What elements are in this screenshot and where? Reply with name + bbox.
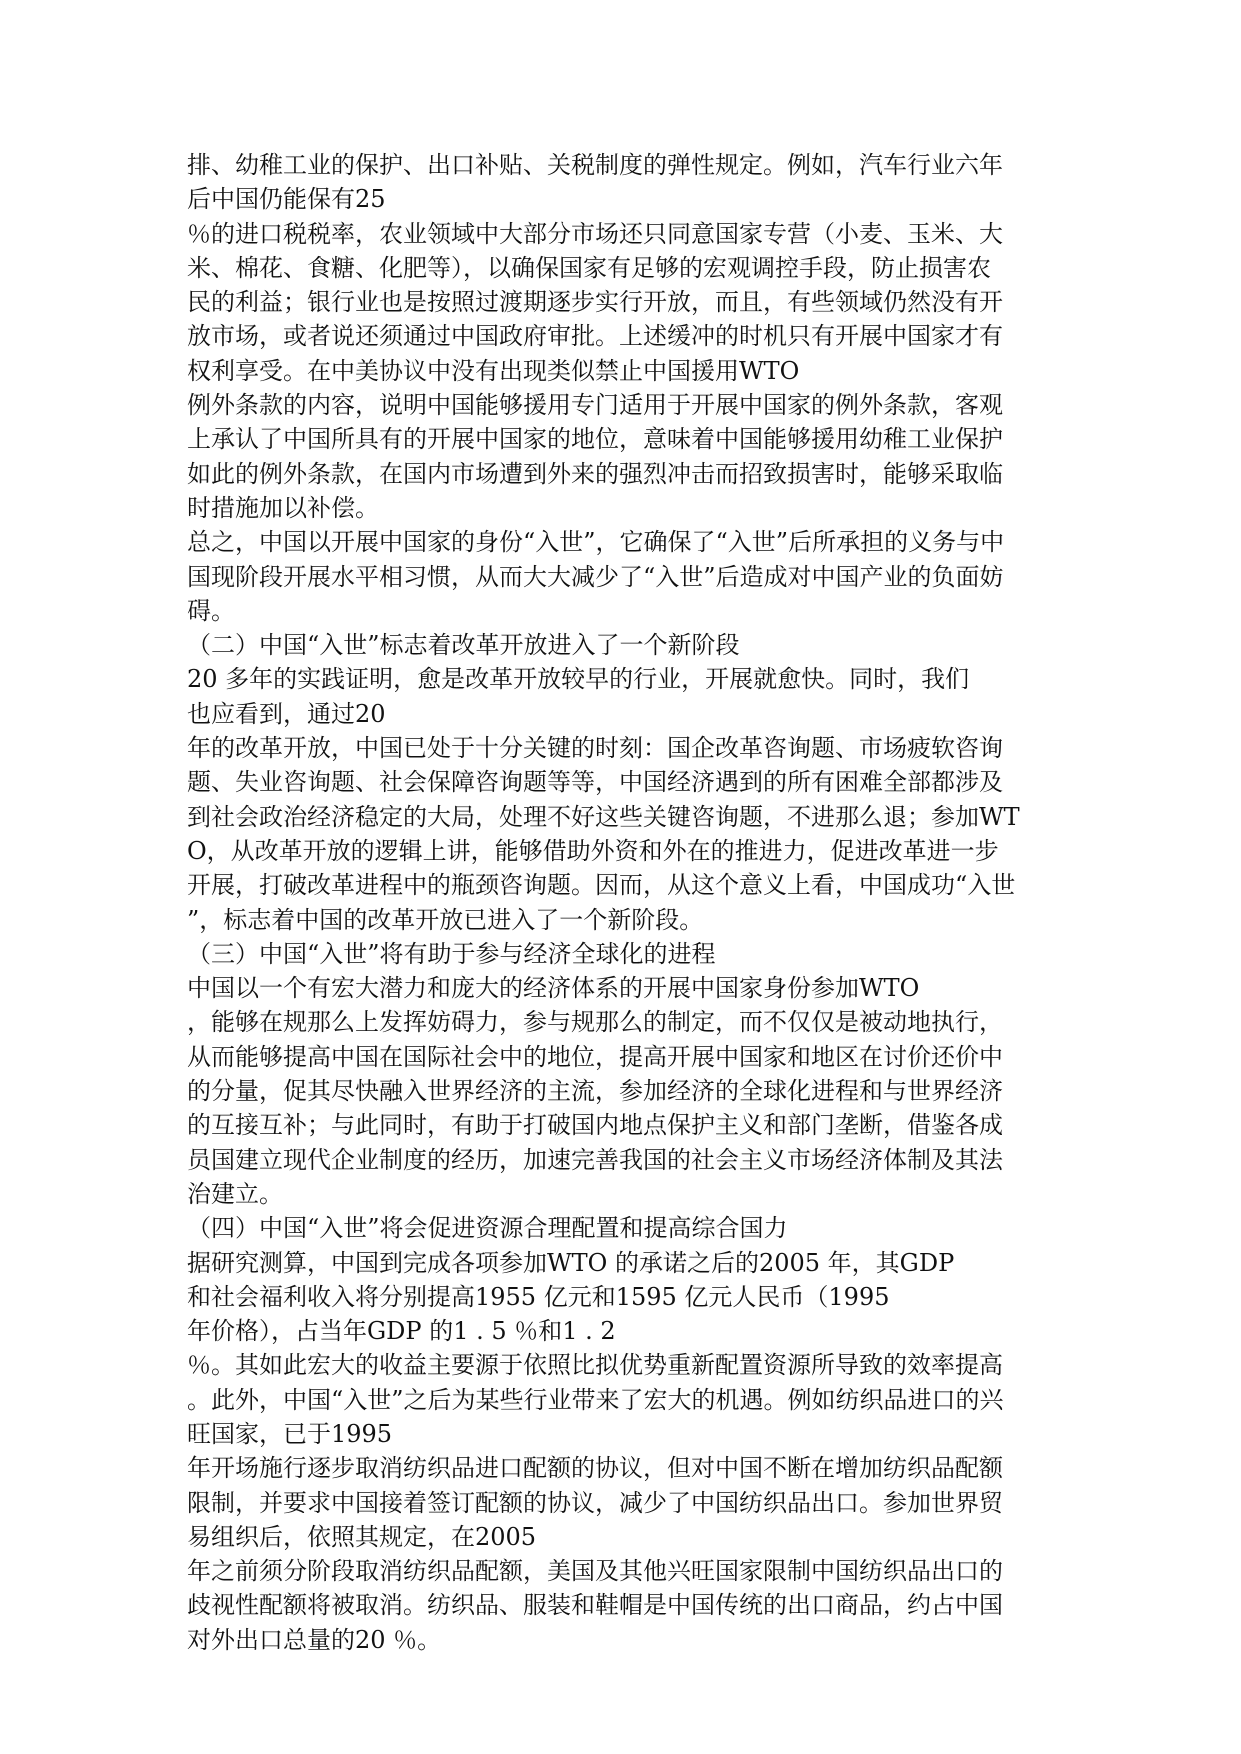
text-line: ，能够在规那么上发挥妨碍力，参与规那么的制定，而不仅仅是被动地执行， (187, 1008, 1003, 1037)
text-line: 总之，中国以开展中国家的身份“入世”，它确保了“入世”后所承担的义务与中 (187, 528, 1005, 557)
text-line: 年价格），占当年GDP 的1 . 5 ％和1 . 2 (187, 1317, 616, 1346)
text-line: O，从改革开放的逻辑上讲，能够借助外资和外在的推进力，促进改革进一步 (187, 836, 999, 865)
text-line: 和社会福利收入将分别提高1955 亿元和1595 亿元人民币（1995 (187, 1282, 890, 1311)
text-line: 易组织后，依照其规定，在2005 (187, 1522, 537, 1551)
text-line: 年的改革开放，中国已处于十分关键的时刻：国企改革咨询题、市场疲软咨询 (187, 734, 1003, 763)
text-line: 员国建立现代企业制度的经历，加速完善我国的社会主义市场经济体制及其法 (187, 1145, 1003, 1174)
text-line: 歧视性配额将被取消。纺织品、服装和鞋帽是中国传统的出口商品，约占中国 (187, 1591, 1003, 1620)
text-line: 对外出口总量的20 ％。 (187, 1625, 442, 1654)
text-line: 到社会政治经济稳定的大局，处理不好这些关键咨询题，不进那么退；参加WT (187, 802, 1020, 831)
text-line: ％的进口税税率，农业领域中大部分市场还只同意国家专营（小麦、玉米、大 (187, 219, 1003, 248)
text-line: 旺国家，已于1995 (187, 1419, 393, 1448)
text-line: 权利享受。在中美协议中没有出现类似禁止中国援用WTO (187, 356, 800, 385)
section-heading: （四）中国“入世”将会促进资源合理配置和提高综合国力 (187, 1214, 788, 1243)
text-line: 题、失业咨询题、社会保障咨询题等等，中国经济遇到的所有困难全部都涉及 (187, 768, 1003, 797)
text-line: 治建立。 (187, 1179, 283, 1208)
text-line: ”，标志着中国的改革开放已进入了一个新阶段。 (187, 905, 704, 934)
text-line: 排、幼稚工业的保护、出口补贴、关税制度的弹性规定。例如，汽车行业六年 (187, 151, 1003, 179)
document-page (187, 148, 1067, 1657)
text-line: 中国以一个有宏大潜力和庞大的经济体系的开展中国家身份参加WTO (187, 974, 920, 1003)
text-line: 的互接互补；与此同时，有助于打破国内地点保护主义和部门垄断，借鉴各成 (187, 1111, 1003, 1140)
text-line: 民的利益；银行业也是按照过渡期逐步实行开放，而且，有些领域仍然没有开 (187, 288, 1003, 317)
text-line: 据研究测算，中国到完成各项参加WTO 的承诺之后的2005 年，其GDP (187, 1248, 955, 1277)
text-line: 上承认了中国所具有的开展中国家的地位，意味着中国能够援用幼稚工业保护 (187, 425, 1003, 454)
text-line: 也应看到，通过20 (187, 699, 386, 728)
text-line: 年之前须分阶段取消纺织品配额，美国及其他兴旺国家限制中国纺织品出口的 (187, 1557, 1003, 1586)
text-line: 例外条款的内容，说明中国能够援用专门适用于开展中国家的例外条款，客观 (187, 391, 1003, 420)
text-line: 20 多年的实践证明，愈是改革开放较早的行业，开展就愈快。同时，我们 (187, 665, 970, 694)
section-heading: （三）中国“入世”将有助于参与经济全球化的进程 (187, 939, 716, 968)
text-line: 如此的例外条款，在国内市场遭到外来的强烈冲击而招致损害时，能够采取临 (187, 459, 1003, 488)
section-heading: （二）中国“入世”标志着改革开放进入了一个新阶段 (187, 631, 740, 660)
text-line: 。此外，中国“入世”之后为某些行业带来了宏大的机遇。例如纺织品进口的兴 (187, 1385, 1004, 1414)
text-line: ％。其如此宏大的收益主要源于依照比拟优势重新配置资源所导致的效率提高 (187, 1351, 1003, 1380)
text-line: 碍。 (187, 596, 235, 625)
text-line: 的分量，促其尽快融入世界经济的主流，参加经济的全球化进程和与世界经济 (187, 1077, 1003, 1106)
text-line: 从而能够提高中国在国际社会中的地位，提高开展中国家和地区在讨价还价中 (187, 1042, 1003, 1071)
text-line: 后中国仍能保有25 (187, 185, 386, 214)
text-line: 限制，并要求中国接着签订配额的协议，减少了中国纺织品出口。参加世界贸 (187, 1488, 1003, 1517)
text-line: 年开场施行逐步取消纺织品进口配额的协议，但对中国不断在增加纺织品配额 (187, 1454, 1003, 1483)
text-line: 米、棉花、食糖、化肥等），以确保国家有足够的宏观调控手段，防止损害农 (187, 253, 991, 282)
text-line: 开展，打破改革进程中的瓶颈咨询题。因而，从这个意义上看，中国成功“入世 (187, 871, 1016, 900)
text-line: 国现阶段开展水平相习惯，从而大大减少了“入世”后造成对中国产业的负面妨 (187, 562, 1004, 591)
text-line: 时措施加以补偿。 (187, 493, 379, 522)
text-line: 放市场，或者说还须通过中国政府审批。上述缓冲的时机只有开展中国家才有 (187, 322, 1003, 351)
